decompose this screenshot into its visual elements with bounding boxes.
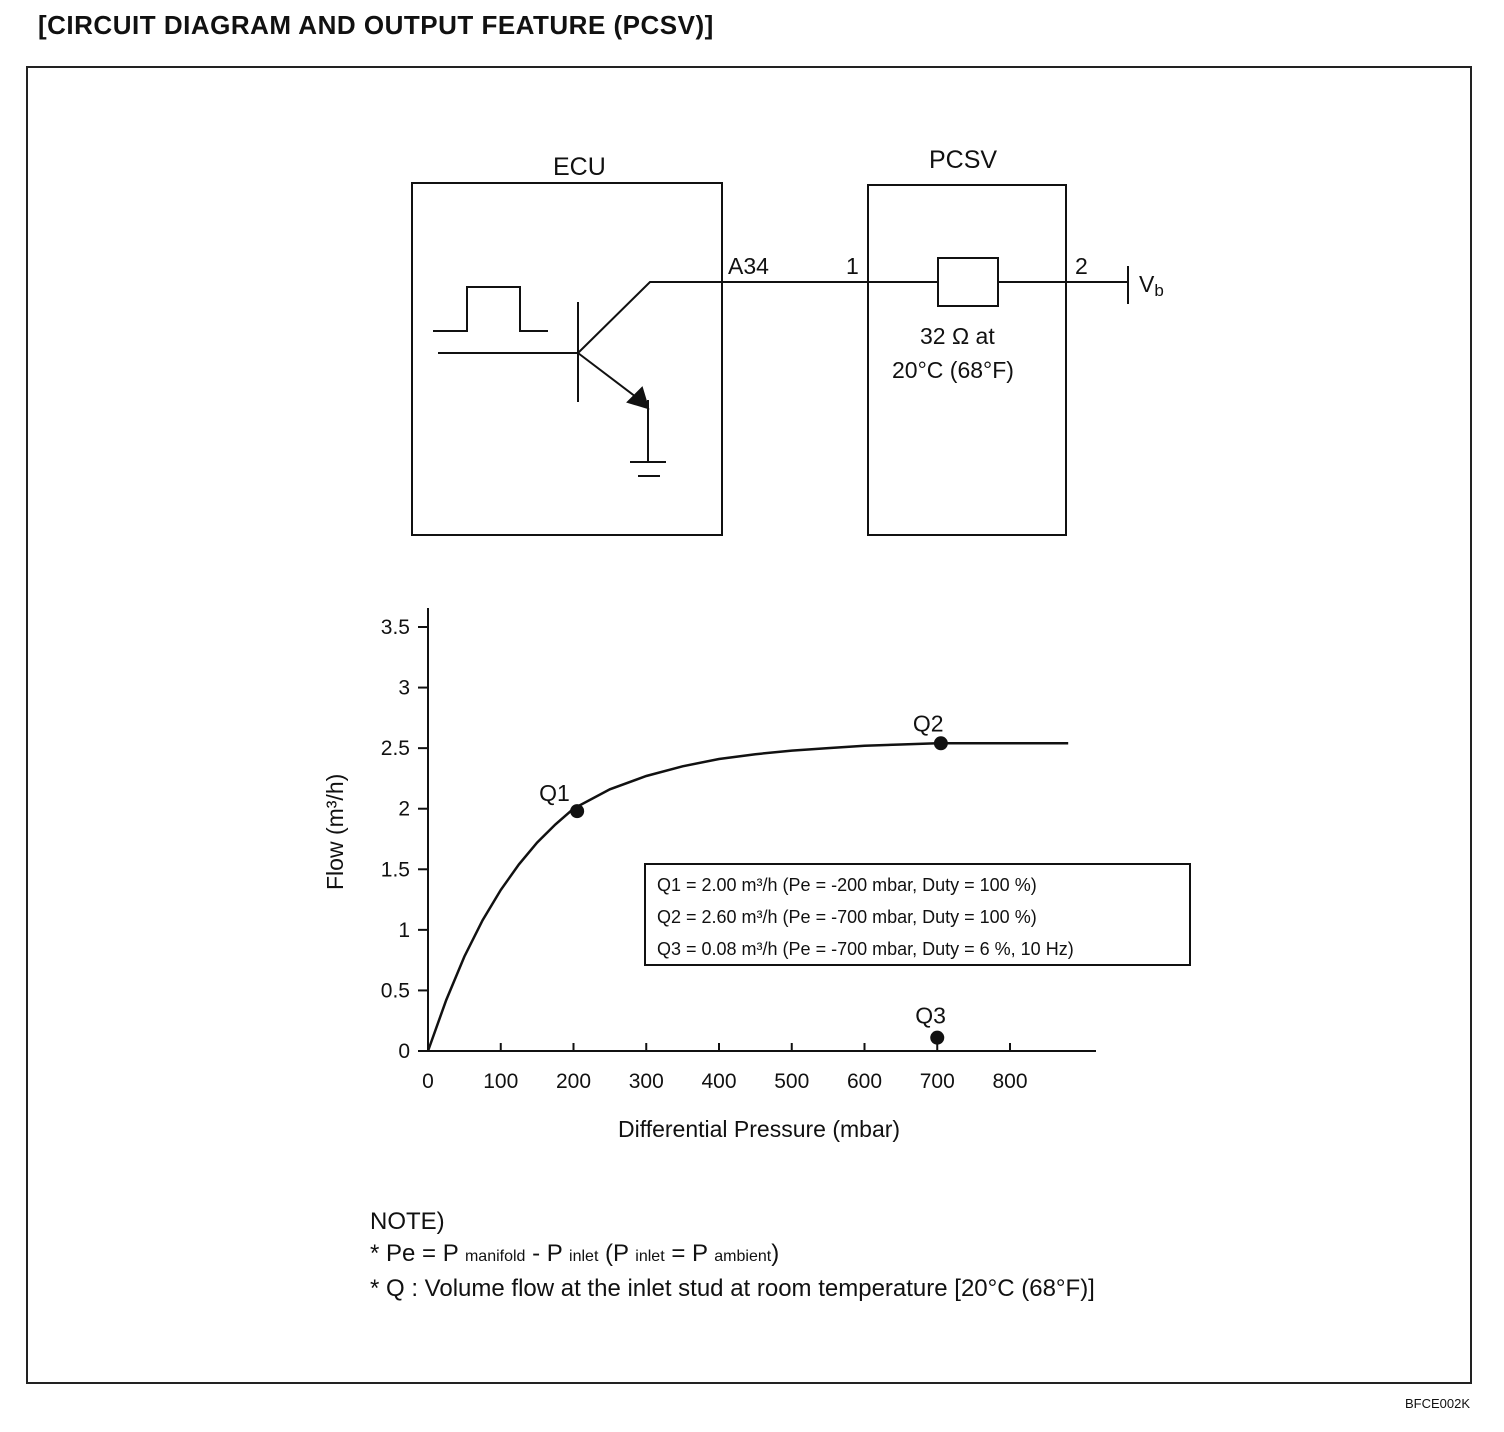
note-sub-ambient: ambient xyxy=(714,1248,772,1265)
circuit-diagram xyxy=(412,183,1128,535)
y-axis-title: Flow (m³/h) xyxy=(322,773,348,890)
point-q3 xyxy=(930,1031,944,1045)
note-sub-inlet-1: inlet xyxy=(569,1248,599,1265)
terminal-a34-label: A34 xyxy=(728,253,769,279)
note-line1 xyxy=(370,1238,1095,1273)
terminal-2-label: 2 xyxy=(1075,253,1088,279)
y-tick-label: 2.5 xyxy=(380,737,410,761)
legend-q2: Q2 = 2.60 m³/h (Pe = -700 mbar, Duty = 100 %) xyxy=(657,907,1037,927)
chart-legend xyxy=(645,864,1190,965)
note-heading: NOTE) xyxy=(370,1208,445,1235)
note-line1-a: * Pe = P xyxy=(370,1240,459,1267)
note-line1-e: ) xyxy=(771,1240,780,1267)
note-sub-manifold: manifold xyxy=(464,1248,526,1265)
ecu-label: ECU xyxy=(553,153,606,181)
y-ticks xyxy=(381,616,428,1063)
ecu-box xyxy=(412,183,722,535)
x-tick-label: 200 xyxy=(555,1070,592,1093)
y-tick-label: 0.5 xyxy=(380,979,410,1003)
terminal-1-label: 1 xyxy=(846,253,859,279)
note-line1-b: - P xyxy=(525,1240,563,1267)
x-tick-label: 700 xyxy=(919,1070,955,1093)
resistance-line1: 32 Ω at xyxy=(920,323,995,349)
legend-q1: Q1 = 2.00 m³/h (Pe = -200 mbar, Duty = 100 %) xyxy=(657,875,1037,895)
y-tick-label: 2 xyxy=(398,797,410,821)
pcsv-label: PCSV xyxy=(929,146,998,174)
emitter-wire xyxy=(578,353,640,400)
point-q2 xyxy=(934,736,948,750)
y-tick-label: 3 xyxy=(398,676,410,700)
resistance-line2: 20°C (68°F) xyxy=(892,357,1014,383)
x-tick-label: 400 xyxy=(701,1070,737,1093)
x-tick-label: 600 xyxy=(846,1070,883,1093)
x-axis-title: Differential Pressure (mbar) xyxy=(618,1116,901,1142)
solenoid-coil xyxy=(938,258,998,306)
page-title: [CIRCUIT DIAGRAM AND OUTPUT FEATURE (PCSV)] xyxy=(38,10,714,40)
vb-main: V xyxy=(1139,271,1155,297)
y-tick-label: 3.5 xyxy=(380,616,410,639)
circuit-labels xyxy=(553,146,1164,383)
pulse-signal xyxy=(433,287,548,331)
x-tick-label: 300 xyxy=(628,1070,664,1093)
x-tick-label: 100 xyxy=(483,1070,519,1093)
vb-subscript: b xyxy=(1154,281,1164,300)
point-label-q2: Q2 xyxy=(912,710,944,737)
note-line2: * Q : Volume flow at the inlet stud at room temperature [20°C (68°F)] xyxy=(370,1275,1095,1302)
flow-chart xyxy=(322,608,1190,1142)
collector-wire xyxy=(578,282,726,353)
emitter-arrow xyxy=(628,388,648,408)
y-tick-label: 0 xyxy=(398,1040,410,1063)
legend-q3: Q3 = 0.08 m³/h (Pe = -700 mbar, Duty = 6 %, 10 Hz) xyxy=(657,939,1074,959)
y-tick-label: 1 xyxy=(398,918,410,942)
x-tick-label: 800 xyxy=(992,1070,1028,1093)
vb-label xyxy=(1139,271,1164,300)
point-q1 xyxy=(570,804,584,818)
x-tick-label: 500 xyxy=(774,1070,810,1093)
note-line1-d: = P xyxy=(664,1240,708,1267)
point-label-q3: Q3 xyxy=(915,1002,946,1029)
chart-axes xyxy=(428,608,1096,1051)
point-label-q1: Q1 xyxy=(539,780,570,807)
y-tick-label: 1.5 xyxy=(380,858,410,882)
note-line1-c: (P xyxy=(598,1240,629,1267)
figure-code: BFCE002K xyxy=(1404,1396,1470,1411)
note-sub-inlet-2: inlet xyxy=(635,1248,665,1265)
note-block xyxy=(370,1206,1095,1305)
x-tick-label: 0 xyxy=(422,1070,434,1093)
